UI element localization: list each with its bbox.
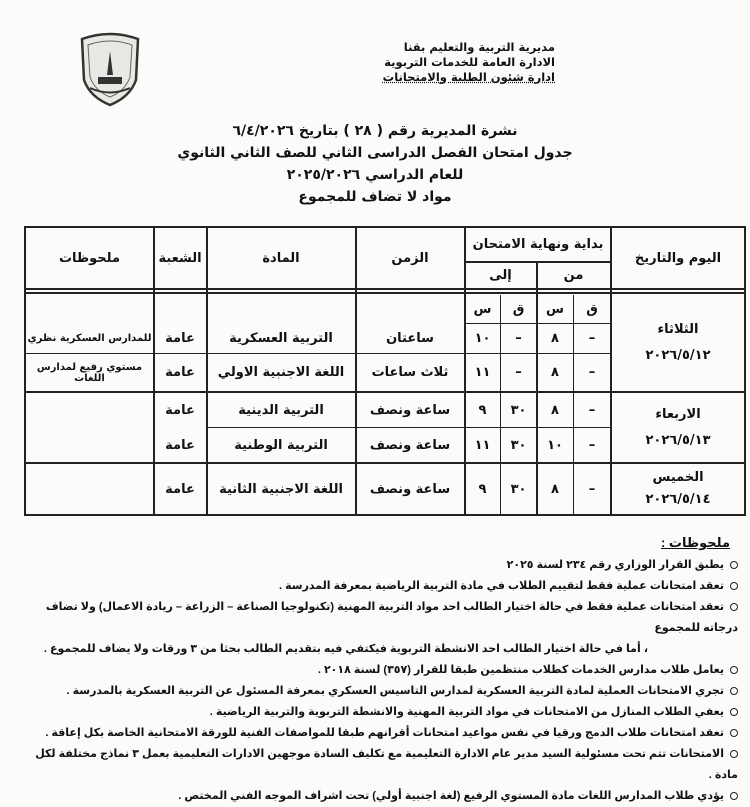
from-minute: – [588,402,596,418]
note-item [12,744,738,786]
header-branch: الشعبة [158,250,202,266]
from-minute: – [588,365,596,380]
header-to: إلى [489,267,512,283]
to-hour: ٩ [478,481,487,497]
note-item [12,786,738,807]
note-text: ، أما في حالة اختيار الطالب احد الانشطة التربوية فيكتفي فيه بتقديم الطالب بحثا من ٣ ورقات ولا يضاف للمجموع . [43,643,648,655]
branch: عامة [165,331,195,346]
subheader-hour: س [473,301,492,317]
day-name: الخميس [652,470,704,485]
from-minute: – [588,331,596,346]
note-text: يؤدي طلاب المدارس اللغات مادة المستوي الرفيع (لغة اجنبية أولي) تحت اشراف الموجه الفني المختص . [178,790,724,802]
day-cell [612,393,744,462]
bullet-icon [730,729,738,737]
row-notes [26,428,153,462]
subheader-minute: ق [586,301,598,317]
subject: التربية الوطنية [234,437,328,453]
note-item [12,723,738,744]
note-item [12,702,738,723]
bullet-icon [730,750,738,758]
letterhead-line: الادارة العامة للخدمات التربوية [384,55,555,69]
subheader-hour: س [546,301,564,317]
subject: التربية الدينية [238,402,324,418]
bullet-icon [730,603,738,611]
row-notes [26,393,153,427]
bullet-icon [730,708,738,716]
to-minute: ٣٠ [510,437,527,453]
day-cell [612,464,744,514]
from-minute: – [588,437,596,453]
branch: عامة [165,365,195,380]
to-minute: – [515,365,522,380]
row-notes [26,464,153,514]
from-hour: ٨ [551,481,559,497]
bullet-icon [730,666,738,674]
branch: عامة [165,481,195,497]
to-hour: ٩ [478,402,487,418]
note-text: تعقد امتحانات طلاب الدمج ورقيا في نفس مواعيد امتحانات أقرانهم طبقا للمواصفات الفنية للورقة الامتحانية الخاصة بكل إعاقة . [45,727,724,739]
header-day: اليوم والتاريخ [634,250,722,266]
from-hour: ٨ [551,331,559,346]
note-item [12,576,738,597]
from-hour: ٨ [551,365,559,380]
letterhead-line: ادارة شئون الطلبة والامتحانات [382,70,555,84]
day-date: ٢٠٢٦/٥/١٤ [645,492,711,507]
note-continuation [12,639,738,660]
branch: عامة [165,402,195,418]
academic-year: للعام الدراسي ٢٠٢٥/٢٠٢٦ [286,167,464,183]
bullet-icon [730,792,738,800]
note-text: يطبق القرار الوزاري رقم ٢٣٤ لسنة ٢٠٢٥ [506,559,724,571]
row-notes: مستوي رفيع لمدارس اللغات [36,361,143,384]
to-hour: ١١ [474,437,491,453]
letterhead [335,40,555,85]
schedule-title: جدول امتحان الفصل الدراسى الثاني للصف الثاني الثانوي [177,145,573,161]
bullet-icon [730,687,738,695]
header-notes: ملحوظات [58,250,121,266]
bullet-icon [730,561,738,569]
from-hour: ٨ [551,402,559,418]
header-time: الزمن [391,250,429,266]
notes-section [12,535,738,807]
subject: اللغة الاجنبية الثانية [219,481,343,497]
subject: التربية العسكرية [229,331,333,346]
to-hour: ١١ [474,365,491,380]
note-item [12,681,738,702]
document-titles [10,120,740,208]
note-text: الامتحانات تتم تحت مسئولية السيد مدير عام الادارة التعليمية مع تكليف السادة موجهين الادارات التعليمية بعمل ٣ نماذج مختلفة لكل مادة . [35,748,738,781]
header-range: بداية ونهاية الامتحان [472,237,604,252]
day-name: الاربعاء [655,406,701,422]
bullet-icon [730,582,738,590]
note-text: تجري الامتحانات العملية لمادة التربية العسكرية لمدارس التاسيس العسكري بمعرفة المسئول عن التربية العسكرية بالمدرسة . [66,685,724,697]
branch: عامة [165,437,195,453]
note-text: يعامل طلاب مدارس الخدمات كطلاب منتظمين طبقا للقرار (٣٥٧) لسنة ٢٠١٨ . [317,664,724,676]
day-date: ٢٠٢٦/٥/١٢ [645,348,711,363]
to-minute: – [515,331,522,346]
from-minute: – [588,481,596,497]
bulletin-title: نشرة المديرية رقم ( ٢٨ ) بتاريخ ٦/٤/٢٠٢٦ [232,123,518,139]
header-from: من [563,267,584,283]
day-date: ٢٠٢٦/٥/١٣ [645,432,711,448]
duration: ساعة ونصف [369,437,451,453]
row-notes: للمدارس العسكرية نظري [27,333,152,344]
ministry-seal-logo [70,25,150,110]
duration: ساعة ونصف [369,481,451,497]
duration: ساعتان [386,331,434,346]
to-hour: ١٠ [474,331,491,346]
notes-heading: ملحوظات : [660,535,730,550]
note-item [12,555,738,576]
to-minute: ٣٠ [510,402,527,418]
subheader-minute: ق [512,301,525,317]
subtitle: مواد لا تضاف للمجموع [298,189,452,205]
from-hour: ١٠ [547,437,563,453]
note-item [12,597,738,639]
header-subject: المادة [262,250,300,266]
duration: ساعة ونصف [369,402,451,418]
note-item [12,660,738,681]
day-name: الثلاثاء [657,322,699,337]
note-text: تعقد امتحانات عملية فقط لتقييم الطلاب في مادة التربية الرياضية بمعرفة المدرسة . [278,580,724,592]
subject: اللغة الاجنبية الاولي [217,365,345,380]
note-text: تعقد امتحانات عملية فقط في حالة اختيار الطالب احد مواد التربية المهنية (تكنولوجيا الصناعة – الزراعة – ريادة الاعمال) ولا تضاف درجاته للمجموع [45,601,738,634]
duration: ثلاث ساعات [371,365,449,380]
note-text: يعفي الطلاب المنازل من الامتحانات في مواد التربية المهنية والانشطة التربوية والتربية الرياضية . [209,706,724,718]
day-cell [612,295,744,391]
to-minute: ٣٠ [510,481,527,497]
letterhead-line: مديرية التربية والتعليم بقنا [403,40,555,54]
